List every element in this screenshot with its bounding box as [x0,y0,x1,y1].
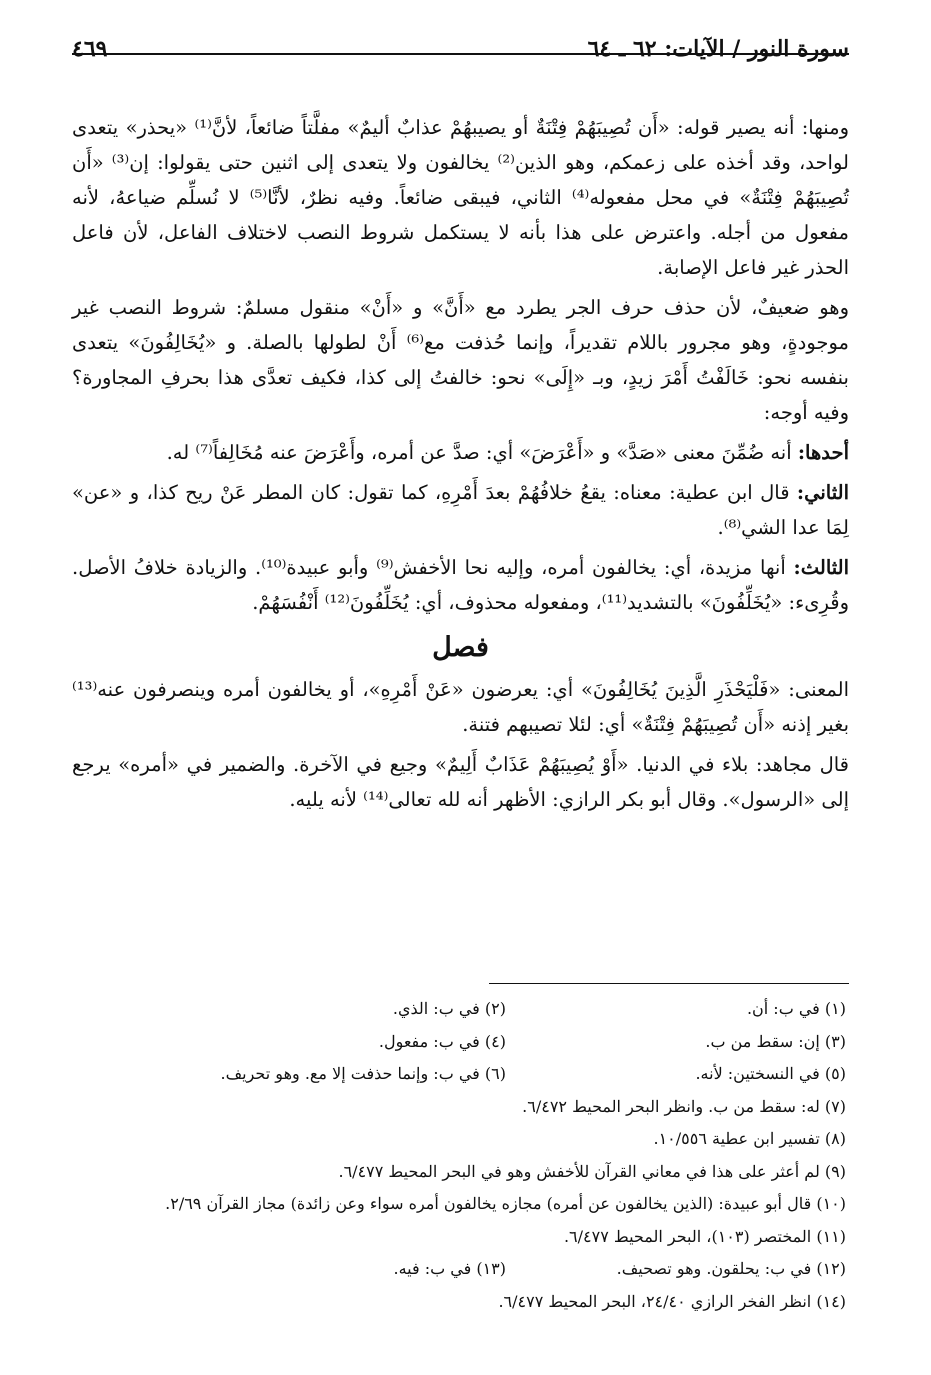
footnote-row [56,1094,846,1127]
paragraph-text: وهو ضعيفٌ، لأن حذف حرف الجر يطرد مع «أَنَّ» و «أَنْ» منقول مسلمٌ: شروط النصب غير موجودةٍ، وهو مجرور باللام تقديراً، وإنما حُذفت مع⁽⁶⁾ أَنْ لطولها بالصلة. و «يُخَالِفُونَ» يتعدى بنفسه نحو: خَالَفْتُ أَمْرَ زيدٍ، وبـ «إِلَى» نحو: خالفتُ إلى كذا، فكيف تعدَّى هذا بحرفِ المجاورة؟ وفيه أوجه: [72,296,849,424]
footnote: (٧) له: سقط من ب. وانظر البحر المحيط ٦/٤٧٢. [522,1096,846,1116]
footnote: (٨) تفسير ابن عطية ١٠/٥٥٦. [653,1129,846,1148]
footnote: (٥) في النسختين: لأنه. [695,1064,846,1083]
page-number: ٤٦٩ [72,36,108,62]
footnote: (٦) في ب: وإنما حذفت إلا مع. وهو تحريف. [220,1064,506,1083]
footnote: (١١) المختصر (١٠٣)، البحر المحيط ٦/٤٧٧. [563,1226,846,1246]
footnote: (٤) في ب: مفعول. [378,1031,506,1051]
paragraph [72,290,849,430]
paragraph-lead: الثاني: [796,481,849,504]
paragraph-text: قال ابن عطية: معناه: يقعُ خلافُهُمْ بعدَ أَمْرِهِ، كما تقول: كان المطر عَنْ ريح كذا، و «عن» لِمَا عدا الشي⁽⁸⁾. [72,481,849,539]
footnote-row [56,1061,846,1094]
footnote-row [56,1126,846,1159]
paragraph-text: المعنى: «فَلْيَحْذَرِ الَّذِينَ يُخَالِفُونَ» أي: يعرضون «عَنْ أَمْرِهِ»، أو يخالفون أمره وينصرفون عنه⁽¹³⁾ بغير إذنه «أَن تُصِيبَهُمْ فِتْنَةٌ» أي: لئلا تصيبهم فتنة. [72,678,849,736]
footnote: (٢) في ب: الذي. [392,999,506,1018]
section-heading: فصل [432,632,489,663]
paragraph-lead: أحدها: [797,441,849,464]
running-title: سورة النور / الآيات: ٦٢ ـ ٦٤ [587,36,849,62]
paragraph [72,672,849,742]
header-rule [72,53,849,55]
footnote: (١٢) في ب: يحلقون. وهو تصحيف. [616,1259,846,1278]
main-text [72,110,849,822]
footnote: (١٠) قال أبو عبيدة: (الذين يخالفون عن أمره) مجازه يخالفون أمره سواء وعن زائدة) مجاز القرآن ٢/٦٩. [165,1194,846,1213]
footnote: (١٤) انظر الفخر الرازي ٢٤/٤٠، البحر المحيط ٦/٤٧٧. [498,1291,846,1311]
paragraph [72,435,849,470]
footnote-row [56,1191,846,1224]
paragraph-text: ومنها: أنه يصير قوله: «أَن تُصِيبَهُمْ فِتْنَةٌ أو يصيبهُمْ عذابٌ أليمٌ» مفلَّتاً ضائعاً، لأنَّ⁽¹⁾ «يحذر» يتعدى لواحد، وقد أخذه على زعمكم، وهو الذين⁽²⁾ يخالفون ولا يتعدى إلى اثنين حتى يقولوا: إن⁽³⁾ «أَن تُصِيبَهُمْ فِتْنَةٌ» في محل مفعوله⁽⁴⁾ الثاني، فيبقى ضائعاً. وفيه نظرٌ، لأنَّا⁽⁵⁾ لا نُسلِّم ضياعهُ، لأنه مفعول من أجله. واعترض على هذا بأنه لا يستكمل شروط النصب لاختلاف الفاعل، لأن فاعل الحذر غير فاعل الإصابة. [72,116,850,279]
page-header [72,36,849,76]
paragraph-text: قال مجاهد: بلاء في الدنيا. «أَوْ يُصِيبَهُمْ عَذَابٌ أَلِيمٌ» وجيع في الآخرة. والضمير في «أمره» يرجع إلى «الرسول». وقال أبو بكر الرازي: الأظهر أنه لله تعالى⁽¹⁴⁾ لأنه يليه. [72,753,849,811]
footnote-rule [489,983,849,984]
footnote: (١) في ب: أن. [746,999,846,1018]
paragraph-lead: الثالث: [793,556,850,579]
paragraph [72,747,849,817]
paragraph-text: أنها مزيدة، أي: يخالفون أمره، وإليه نحا الأخفش⁽⁹⁾ وأبو عبيدة⁽¹⁰⁾. والزيادة خلافُ الأصل. وقُرِىء: «يُخَلِّفُونَ» بالتشديد⁽¹¹⁾، ومفعوله محذوف، أي: يُخَلِّفُونَ⁽¹²⁾ أَنْفُسَهُمْ. [72,556,849,614]
paragraph [72,475,849,545]
paragraph-text: أنه ضُمِّنَ معنى «صَدَّ» و «أَعْرَضَ» أي: صدَّ عن أمره، وأَعْرَضَ عنه مُخَالِفاً⁽⁷⁾ له. [166,441,792,464]
footnote-row [56,1256,846,1289]
footnote-row [56,1224,846,1257]
footnote-row [56,996,846,1029]
footnote: (٩) لم أعثر على هذا في معاني القرآن للأخفش وهو في البحر المحيط ٦/٤٧٧. [338,1161,846,1181]
paragraph [72,110,849,285]
footnote-row [56,1159,846,1192]
footnotes [56,996,846,1321]
footnote: (٣) إن: سقط من ب. [705,1031,846,1051]
footnote-row [56,1289,846,1322]
footnote: (١٣) في ب: فيه. [393,1259,506,1278]
footnote-row [56,1029,846,1062]
paragraph [72,550,849,620]
